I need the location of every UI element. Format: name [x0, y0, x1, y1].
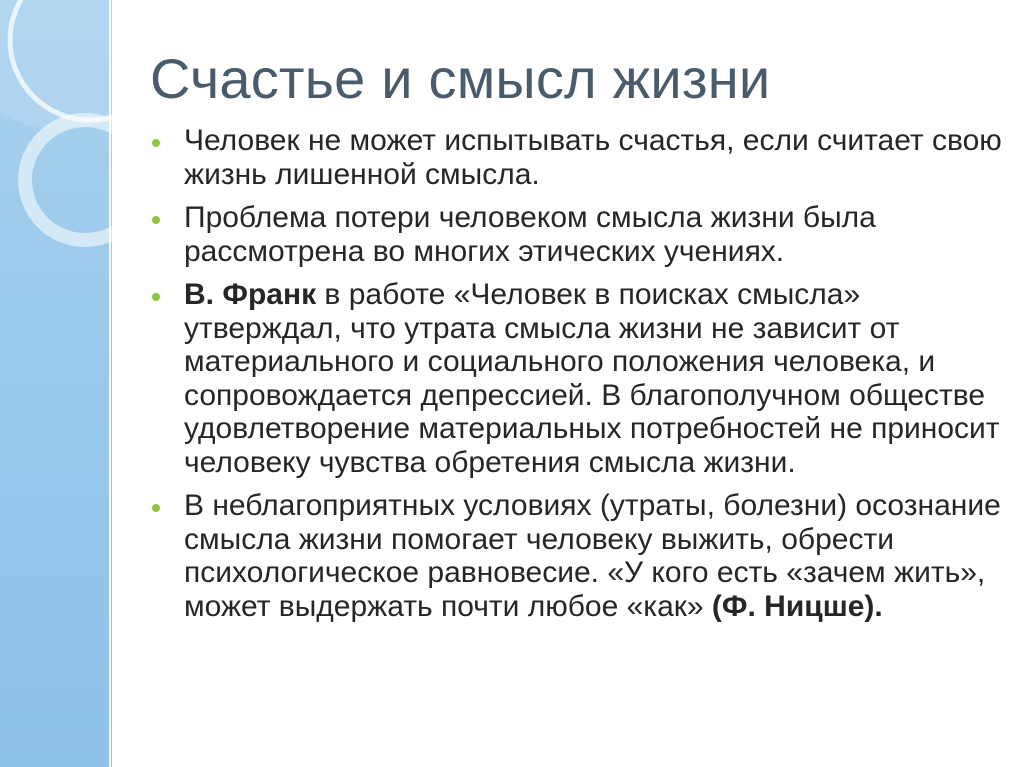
- circle-decoration-icon: [0, 0, 112, 767]
- bullet-text: Проблема потери человеком смысла жизни была рассмотрена во многих этических учениях.: [184, 201, 876, 268]
- slide-title: Счастье и смысл жизни: [150, 47, 771, 110]
- bullet-text: в работе «Человек в поисках смысла» утверждал, что утрата смысла жизни не зависит от материального и социального положения человека, и сопровождается депрессией. В благополучном обществе удовлетворение материальных потребностей не приносит человеку чувства обретения смысла жизни.: [184, 278, 1000, 479]
- author-name: В. Франк: [184, 278, 317, 311]
- bullet-item: [152, 124, 1002, 191]
- bullet-item: [152, 489, 1002, 623]
- bullet-dot-icon: [152, 293, 160, 301]
- sidebar-divider: [109, 0, 111, 767]
- bullet-dot-icon: [152, 504, 160, 512]
- decorative-sidebar: [0, 0, 112, 767]
- bullet-dot-icon: [152, 216, 160, 224]
- quote-author: (Ф. Ницше).: [711, 589, 883, 623]
- bullet-item: [152, 201, 1002, 268]
- bullet-text: Человек не может испытывать счастья, если считает свою жизнь лишенной смысла.: [184, 124, 1002, 191]
- bullet-dot-icon: [152, 139, 160, 147]
- bullet-text: В неблагоприятных условиях (утраты, болезни) осознание смысла жизни помогает человеку выжить, обрести психологическое равновесие. «У кого есть «зачем жить», может выдержать почти любое «как»: [184, 489, 1001, 623]
- bullet-list: [152, 124, 1002, 633]
- bullet-item: [152, 278, 1002, 479]
